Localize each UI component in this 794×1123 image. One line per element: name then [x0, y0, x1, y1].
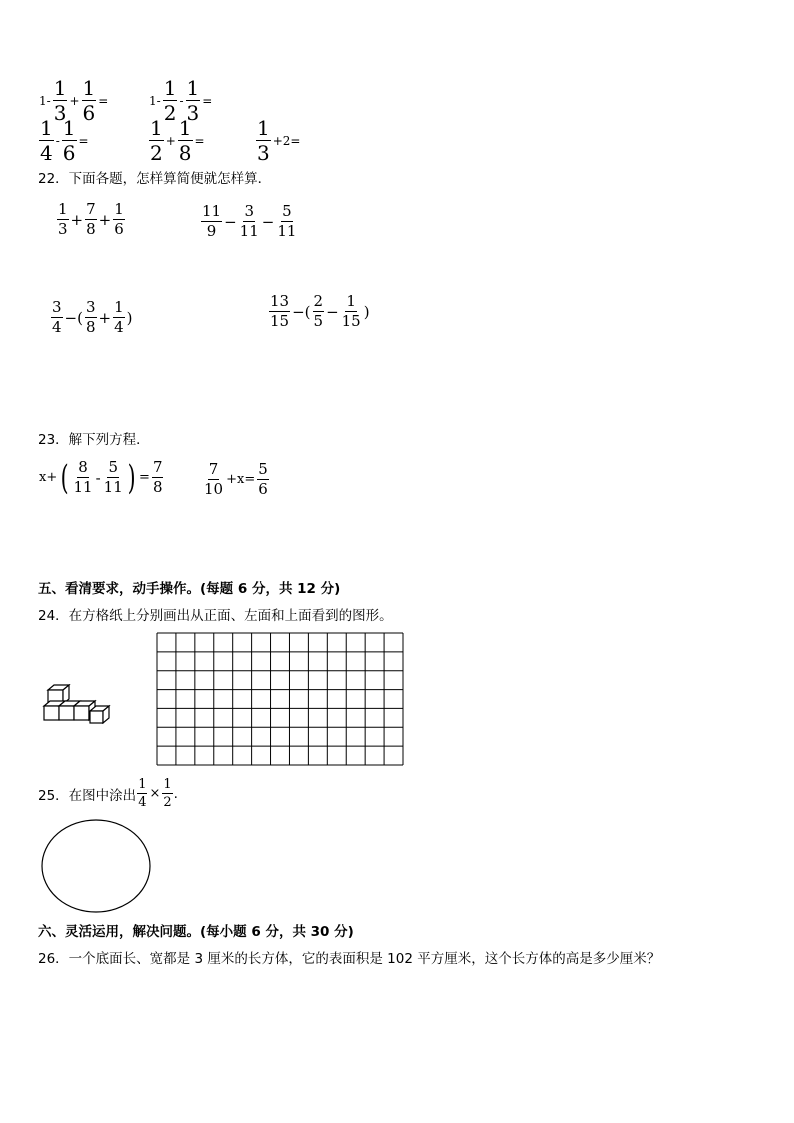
fraction: $\frac{3}{8}$	[85, 298, 96, 336]
fraction: $\frac{1}{2}$	[150, 116, 163, 165]
q22-expression-3: $\frac{3}{4}$ −( $\frac{3}{8}$ + $\frac{1}{4}$ )	[52, 298, 133, 336]
fraction: $\frac{1}{6}$	[114, 200, 124, 238]
question-25: 25．在图中涂出 $\frac{1}{4}$ × $\frac{1}{2}$ .	[38, 777, 178, 810]
q23-equation-1: x+ ( $\frac{8}{11}$ - $\frac{5}{11}$ ) = $\frac{7}{8}$	[39, 457, 163, 498]
fraction: $\frac{7}{8}$	[86, 200, 96, 238]
fraction: $\frac{1}{6}$	[82, 76, 96, 125]
fraction: $\frac{13}{15}$	[270, 292, 290, 330]
section-5-heading: 五、看清要求，动手操作。(每题 6 分，共 12 分)	[38, 581, 341, 597]
calc-item-4: $\frac{1}{2}$ + $\frac{1}{8}$ =	[150, 116, 205, 165]
fraction: $\frac{1}{3}$	[53, 76, 67, 125]
cube-stack-figure	[40, 684, 120, 724]
q22-expression-1: $\frac{1}{3}$ + $\frac{7}{8}$ + $\frac{1}{6}$	[58, 200, 124, 238]
fraction: $\frac{5}{11}$	[103, 458, 123, 496]
fraction: $\frac{11}{9}$	[202, 202, 222, 240]
fraction: $\frac{1}{3}$	[58, 200, 68, 238]
calc-item-1: 1- $\frac{1}{3}$ + $\frac{1}{6}$ =	[39, 76, 109, 125]
fraction: $\frac{1}{8}$	[178, 116, 192, 165]
fraction: $\frac{1}{6}$	[62, 116, 76, 165]
fraction: $\frac{8}{11}$	[73, 458, 93, 496]
question-26-text: 26．一个底面长、宽都是 3 厘米的长方体，它的表面积是 102 平方厘米，这个长方体的高是多少厘米？	[38, 951, 661, 967]
circle-figure[interactable]	[40, 818, 152, 914]
question-23-title: 23．解下列方程．	[38, 432, 150, 448]
fraction: $\frac{2}{5}$	[313, 292, 324, 330]
q22-expression-4: $\frac{13}{15}$ −( $\frac{2}{5}$ − $\frac{1}{15}$ )	[270, 292, 370, 330]
fraction: $\frac{5}{11}$	[277, 202, 297, 240]
fraction: $\frac{1}{2}$	[163, 777, 172, 810]
question-24-title: 24．在方格纸上分别画出从正面、左面和上面看到的图形。	[38, 608, 393, 624]
square-grid-paper[interactable]	[156, 632, 404, 766]
fraction: $\frac{1}{3}$	[257, 116, 270, 165]
right-bracket: )	[127, 457, 136, 498]
section-6-heading: 六、灵活运用，解决问题。(每小题 6 分，共 30 分)	[38, 924, 354, 940]
fraction: $\frac{1}{4}$	[40, 116, 53, 165]
fraction: $\frac{5}{6}$	[258, 460, 268, 498]
fraction: $\frac{1}{15}$	[341, 292, 361, 330]
fraction: $\frac{3}{4}$	[52, 298, 62, 336]
calc-item-3: $\frac{1}{4}$ - $\frac{1}{6}$ =	[40, 116, 89, 165]
fraction: $\frac{7}{8}$	[152, 458, 163, 496]
question-22-title: 22．下面各题，怎样算简便就怎样算．	[38, 171, 272, 187]
q22-expression-2: $\frac{11}{9}$ − $\frac{3}{11}$ − $\frac{5}{11}$	[202, 202, 297, 240]
fraction: $\frac{7}{10}$	[204, 460, 224, 498]
q23-equation-2: $\frac{7}{10}$ +x= $\frac{5}{6}$	[204, 460, 268, 498]
fraction: $\frac{1}{2}$	[163, 76, 177, 125]
calc-item-5: $\frac{1}{3}$ +2=	[257, 116, 301, 165]
fraction: $\frac{1}{4}$	[138, 777, 147, 810]
fraction: $\frac{1}{4}$	[114, 298, 124, 336]
calc-item-2: 1- $\frac{1}{2}$ - $\frac{1}{3}$ =	[149, 76, 213, 125]
fraction: $\frac{3}{11}$	[239, 202, 259, 240]
left-bracket: (	[60, 457, 69, 498]
fraction: $\frac{1}{3}$	[186, 76, 200, 125]
